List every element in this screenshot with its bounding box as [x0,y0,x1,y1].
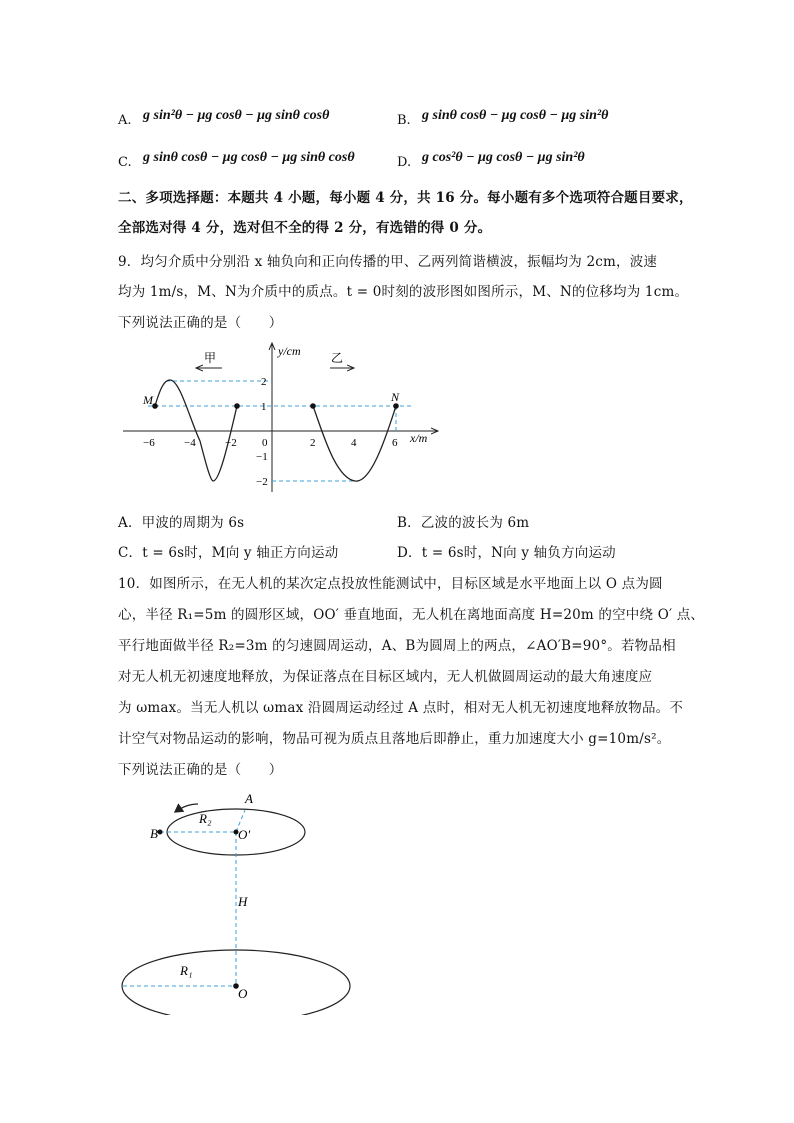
point-yi-start [310,403,316,409]
section2-heading-line2: 全部选对得 4 分，选对但不全的得 2 分，有选错的得 0 分。 [118,220,492,236]
x-tick-m2: −2 [225,437,237,449]
q9-stem-line1: 9．均匀介质中分别沿 x 轴负向和正向传播的甲、乙两列简谐横波，振幅均为 2cm，波速 [118,254,658,270]
label-yi: 乙 [331,351,344,365]
point-B [158,830,163,835]
label-O: O [238,986,248,1001]
label-R1: R₁ [180,963,193,978]
q9-option-d: D．t = 6s时，N向 y 轴负方向运动 [397,545,616,561]
label-N: N [391,390,400,404]
q9-stem-line3: 下列说法正确的是（ ） [118,315,283,331]
q9-option-c: C．t = 6s时，M向 y 轴正方向运动 [118,545,339,561]
rotation-arrow [175,804,198,812]
point-jia-end [234,403,240,409]
x-tick-m6: −6 [143,437,155,449]
q9-wave-figure [115,338,445,496]
x-tick-2: 2 [310,437,316,449]
q8-option-b-label: B. [397,113,411,128]
q10-stem-line6: 计空气对物品运动的影响，物品可视为质点且落地后即静止，重力加速度大小 g=10m/s²。 [118,731,671,747]
q10-stem-line1: 10．如图所示，在无人机的某次定点投放性能测试中，目标区域是水平地面上以 O 点为圆 [118,576,663,592]
q9-option-a: A．甲波的周期为 6s [118,515,245,531]
q8-option-c-label: C. [118,155,132,170]
q8-option-c-formula: g sinθ cosθ − μg cosθ − μg sinθ cosθ [143,150,355,165]
label-H: H [238,894,248,909]
q10-drone-figure [115,785,365,1015]
y-tick-m1: −1 [256,451,268,463]
q10-stem-line7: 下列说法正确的是（ ） [118,762,283,778]
x-tick-0: 0 [262,437,268,449]
q10-stem-line3: 平行地面做半径 R₂=3m 的匀速圆周运动，A、B为圆周上的两点，∠AO′B=90°。若物品相 [118,638,676,654]
q10-stem-line5: 为 ωmax。当无人机以 ωmax 沿圆周运动经过 A 点时，相对无人机无初速度地释放物品。不 [118,700,684,716]
label-B: B [150,826,158,841]
point-N [393,403,399,409]
y-tick-m2: −2 [256,476,268,488]
q8-option-b-formula: g sinθ cosθ − μg cosθ − μg sin²θ [422,108,609,123]
point-M [152,403,158,409]
x-tick-6: 6 [392,437,398,449]
label-A: A [245,791,253,806]
q9-option-b: B．乙波的波长为 6m [397,515,530,531]
x-tick-m4: −4 [184,437,196,449]
q10-stem-line2: 心，半径 R₁=5m 的圆形区域，OO′ 垂直地面，无人机在离地面高度 H=20m 的空中绕 O′ 点、 [118,607,705,623]
q8-option-a-label: A. [118,113,132,128]
x-tick-4: 4 [351,437,357,449]
q8-option-a-formula: g sin²θ − μg cosθ − μg sinθ cosθ [143,108,330,123]
q9-stem-line2: 均为 1m/s，M、N为介质中的质点。t = 0时刻的波形图如图所示，M、N的位移均为 1cm。 [118,284,689,300]
q8-option-d-label: D. [397,155,412,170]
y-axis-label: y/cm [278,344,301,358]
x-axis-label: x/m [410,431,428,445]
y-tick-1: 1 [261,401,267,413]
label-M: M [143,393,153,407]
label-O-prime: O′ [238,827,251,842]
q8-option-d-formula: g cos²θ − μg cosθ − μg sin²θ [422,150,585,165]
y-tick-2: 2 [261,376,267,388]
section2-heading-line1: 二、多项选择题：本题共 4 小题，每小题 4 分，共 16 分。每小题有多个选项符合题目要求， [118,190,693,206]
q10-stem-line4: 对无人机无初速度地释放，为保证落点在目标区域内，无人机做圆周运动的最大角速度应 [118,669,653,685]
label-R2: R₂ [199,811,212,826]
label-jia: 甲 [204,351,217,365]
